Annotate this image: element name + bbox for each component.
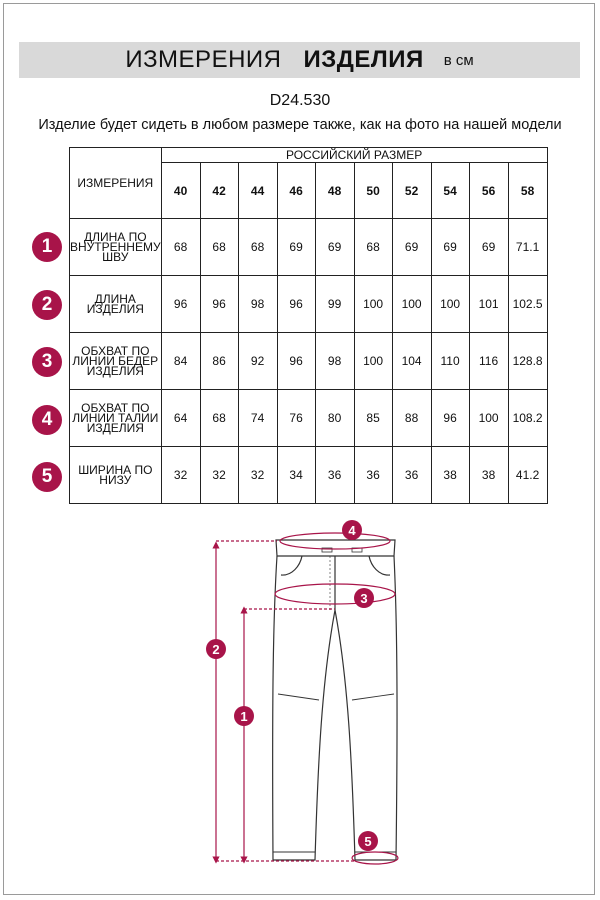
svg-text:3: 3 [360,591,368,606]
measurement-label-line: ИЗДЕЛИЯ [86,421,144,435]
marker-4 [342,520,362,540]
title-part2: ИЗДЕЛИЯ [303,46,424,73]
marker-2 [206,639,226,659]
value-cell: 100 [431,276,469,333]
row-badge-3: 3 [32,347,62,377]
value-cell: 80 [315,390,354,447]
value-cell: 68 [161,219,200,276]
value-cell: 69 [315,219,354,276]
size-50: 50 [354,163,392,219]
measurements-header: ИЗМЕРЕНИЯ [70,148,162,219]
size-46: 46 [277,163,315,219]
article-code: D24.530 [269,92,331,109]
row-badge-2: 2 [32,290,62,320]
svg-text:4: 4 [348,523,356,538]
value-cell: 69 [392,219,431,276]
value-cell: 86 [200,333,238,390]
value-cell: 68 [200,219,238,276]
pants-outline [273,540,397,860]
measurement-label-line: ЛИНИИ БЕДЕР [72,354,159,368]
value-cell: 84 [161,333,200,390]
value-cell: 32 [238,447,277,504]
value-cell: 100 [354,276,392,333]
size-54: 54 [431,163,469,219]
row-badge-5: 5 [32,462,62,492]
value-cell: 68 [354,219,392,276]
size-42: 42 [200,163,238,219]
value-cell: 128.8 [508,333,547,390]
size-40: 40 [161,163,200,219]
value-cell: 64 [161,390,200,447]
value-cell: 100 [392,276,431,333]
value-cell: 116 [469,333,508,390]
marker-1 [234,706,254,726]
size-52: 52 [392,163,431,219]
marker-5 [358,831,378,851]
value-cell: 38 [469,447,508,504]
value-cell: 96 [277,333,315,390]
value-cell: 36 [354,447,392,504]
svg-text:2: 2 [212,642,220,657]
value-cell: 92 [238,333,277,390]
value-cell: 85 [354,390,392,447]
row-badge-4: 4 [32,405,62,435]
value-cell: 98 [315,333,354,390]
value-cell: 69 [431,219,469,276]
measurement-label-line: ИЗДЕЛИЯ [86,302,144,316]
value-cell: 88 [392,390,431,447]
value-cell: 100 [469,390,508,447]
size-44: 44 [238,163,277,219]
measurement-label-line: ОБХВАТ ПО [81,401,150,415]
value-cell: 100 [354,333,392,390]
svg-text:1: 1 [240,709,248,724]
value-cell: 96 [431,390,469,447]
marker-3 [354,588,374,608]
fit-note: Изделие будет сидеть в любом размере также, как на фото на нашей модели [38,117,562,133]
value-cell: 69 [277,219,315,276]
value-cell: 36 [392,447,431,504]
measurement-label-line: ОБХВАТ ПО [81,344,150,358]
value-cell: 101 [469,276,508,333]
value-cell: 108.2 [508,390,547,447]
value-cell: 69 [469,219,508,276]
value-cell: 71.1 [508,219,547,276]
value-cell: 38 [431,447,469,504]
value-cell: 36 [315,447,354,504]
value-cell: 104 [392,333,431,390]
size-58: 58 [508,163,547,219]
title-part1: ИЗМЕРЕНИЯ [125,46,282,73]
measurement-label-line: ИЗДЕЛИЯ [86,364,144,378]
measurement-label-line: НИЗУ [99,473,132,487]
value-cell: 68 [200,390,238,447]
size-system-header: РОССИЙСКИЙ РАЗМЕР [161,148,547,163]
measurement-label-line: ЛИНИИ ТАЛИИ [72,411,159,425]
measurement-label-line: ШВУ [102,250,129,264]
value-cell: 96 [161,276,200,333]
value-cell: 96 [200,276,238,333]
size-48: 48 [315,163,354,219]
measurement-label-line: ВНУТРЕННЕМУ [70,240,161,254]
measurement-label-line: ДЛИНА [94,292,136,306]
value-cell: 96 [277,276,315,333]
value-cell: 41.2 [508,447,547,504]
value-cell: 74 [238,390,277,447]
value-cell: 98 [238,276,277,333]
value-cell: 34 [277,447,315,504]
value-cell: 32 [161,447,200,504]
value-cell: 102.5 [508,276,547,333]
measurement-label-line: ДЛИНА ПО [84,230,147,244]
value-cell: 99 [315,276,354,333]
title-unit: в см [443,51,474,69]
value-cell: 68 [238,219,277,276]
svg-text:5: 5 [364,834,372,849]
value-cell: 76 [277,390,315,447]
row-badge-1: 1 [32,232,62,262]
value-cell: 110 [431,333,469,390]
value-cell: 32 [200,447,238,504]
diagram-markers [206,520,378,851]
measurement-label-line: ШИРИНА ПО [78,463,153,477]
size-56: 56 [469,163,508,219]
